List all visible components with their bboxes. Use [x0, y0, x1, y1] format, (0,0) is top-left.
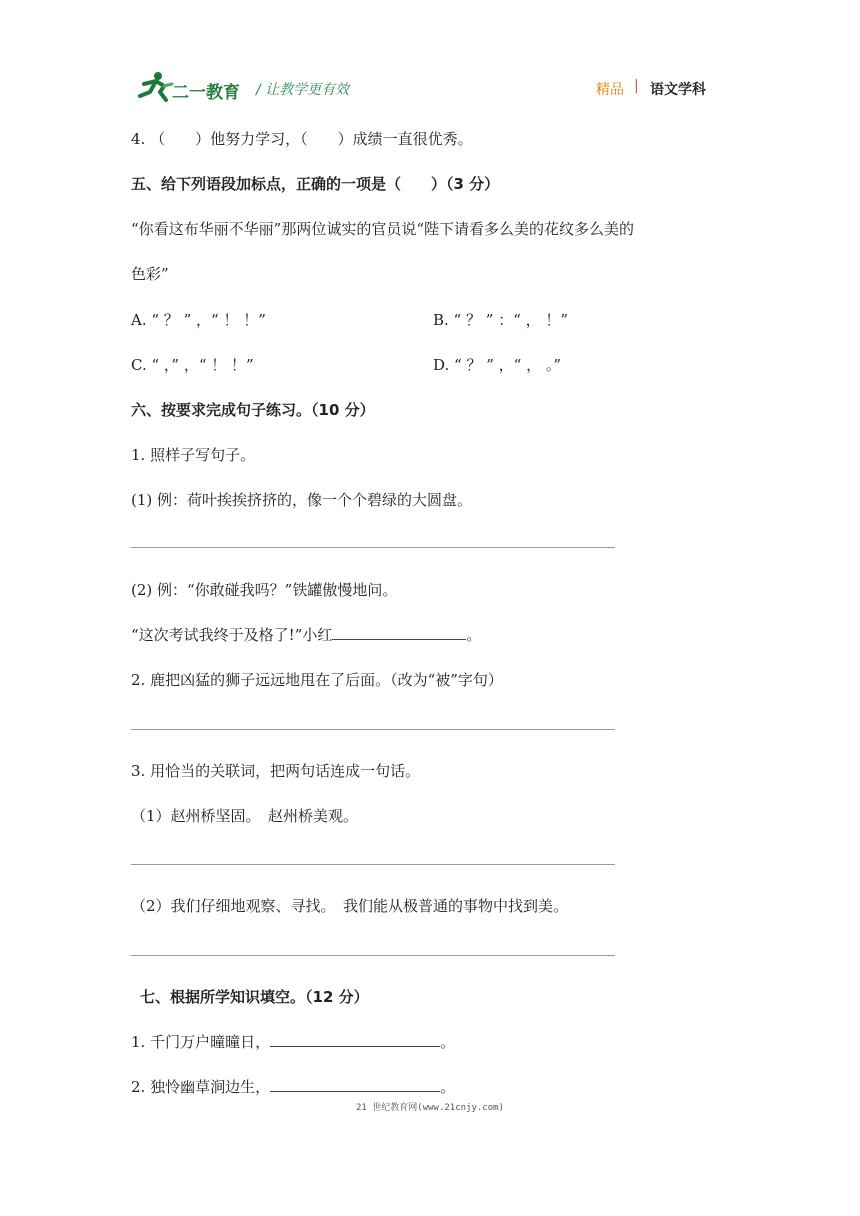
section6-q1-2: (2) 例：“你敢碰我吗？”铁罐傲慢地问。: [131, 581, 398, 599]
section6-q1-2-end: 。: [466, 626, 482, 644]
section7-q2-row: [131, 1076, 455, 1097]
answer-blank-q1-2[interactable]: [332, 625, 466, 640]
header-tag: 精品: [596, 82, 624, 98]
section5-passage-1: “你看这布华丽不华丽”那两位诚实的官员说“陛下请看多么美的花纹多么美的: [131, 220, 635, 238]
header-subject: 语文学科: [650, 82, 706, 98]
footer-source: 21 世纪教育网(www.21cnjy.com): [356, 1103, 504, 1113]
section6-q1: 1. 照样子写句子。: [131, 446, 256, 464]
section5-passage-2: 色彩”: [131, 265, 169, 283]
section6-q3: 3. 用恰当的关联词，把两句话连成一句话。: [131, 762, 421, 780]
runner-logo-icon: [136, 70, 176, 102]
answer-line-q3-1[interactable]: [131, 864, 615, 865]
section7-q2: 2. 独怜幽草涧边生，: [131, 1078, 271, 1096]
q4-line: 4. （ ）他努力学习，（ ）成绩一直很优秀。: [131, 130, 473, 148]
section7-q2-end: 。: [440, 1078, 456, 1096]
option-d: D. “ ？ ” ，“ ， 。”: [433, 356, 562, 374]
section7-q1-row: [131, 1031, 455, 1052]
answer-blank-s7-q2[interactable]: [270, 1077, 440, 1092]
option-b: B. “ ？ ” ：“ ， ！”: [433, 311, 569, 329]
answer-line-q1-1[interactable]: [131, 547, 615, 548]
section6-q3-2: （2）我们仔细地观察、寻找。 我们能从极普通的事物中找到美。: [131, 897, 569, 915]
section6-q3-1: （1）赵州桥坚固。 赵州桥美观。: [131, 807, 359, 825]
section6-q1-2-prompt: “这次考试我终于及格了!”小红: [131, 626, 333, 644]
logo-text: 二一教育: [172, 83, 240, 103]
header-slogan: / 让教学更有效: [256, 82, 350, 98]
section7-q1-end: 。: [440, 1033, 456, 1051]
section5-title: 五、给下列语段加标点，正确的一项是（ ）（3 分）: [131, 175, 500, 193]
option-a: A. “ ？ ” ，“ ！ ！”: [131, 311, 266, 329]
section6-title: 六、按要求完成句子练习。（10 分）: [131, 401, 375, 419]
section7-title: 七、根据所学知识填空。（12 分）: [140, 988, 369, 1006]
header-divider: |: [634, 78, 639, 94]
logo: [136, 70, 246, 102]
answer-line-q2[interactable]: [131, 729, 615, 730]
section6-q2: 2. 鹿把凶猛的狮子远远地甩在了后面。（改为“被”字句）: [131, 671, 503, 689]
section7-q1: 1. 千门万户曈曈日，: [131, 1033, 271, 1051]
answer-blank-s7-q1[interactable]: [270, 1032, 440, 1047]
answer-line-q3-2[interactable]: [131, 955, 615, 956]
section6-q1-1: (1) 例：荷叶挨挨挤挤的，像一个个碧绿的大圆盘。: [131, 491, 473, 509]
option-c: C. “ ，” ，“ ！ ！”: [131, 356, 254, 374]
section6-q1-2-prompt-row: [131, 624, 481, 645]
